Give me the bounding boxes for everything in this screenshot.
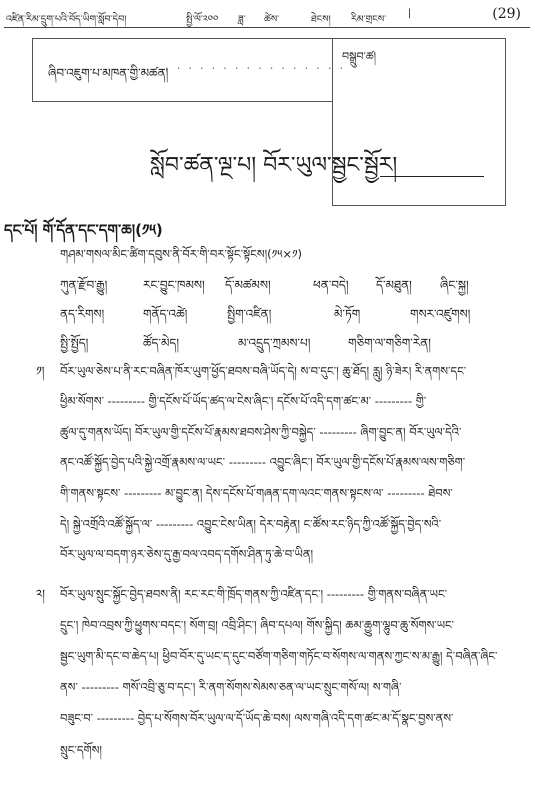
passage-line: གི་གནས་སྟངས་ --------- མ་བྱུང་ན། དེས་དངོས་པོ་གཞན་དག་ལའང་གནས་སྟངས་ལ་ --------- ཐེབས་ (60, 486, 453, 500)
word-bank-item: ཀུན་རྫོབ་རྒྱུ། (60, 278, 108, 292)
word-bank-item: སྤྱིག་འཛིན། (227, 307, 272, 321)
page-header (6, 6, 529, 24)
header-book-title: འཛིན་རིམ་དྲུག་པའི་བོད་ཡིག་སློབ་དེབ། (6, 14, 127, 25)
question-number: ༢། (36, 587, 45, 601)
passage-line: སྦྱང་ཡུག་མི་དང་བ་ཆེད་པ། ཕྱིབ་བོར་དུ་ཡང་ད་དུང་བཙོག་གཅིག་གཏོང་བ་སོགས་ལ་གནས་ཀྱང་ས་མ་རྒྱུ། དེ་བཞིན་ཞིང་ (60, 649, 498, 663)
passage-line: བོར་ཡུལ་སྲུང་སྐྱོང་བྱེད་ཐབས་ནི། རང་རང་གི་ཁྲོད་གནས་ཀྱི་འཛིན་དང་། --------- གྱི་གནས་བཞིན་ཡང་ (60, 587, 448, 601)
passage-line: དེ། སྐྱེ་འགྲོའི་འཚོ་སྐྱོད་ལ་ --------- འབྱུང་ངེས་ཡིན། དེར་བརྟེན། ང་ཚོས་རང་ཉིད་ཀྱི་འཚོ་སྐྱོད་བྱེད་སའི་ (60, 517, 442, 531)
name-field[interactable]: . . . . . . . . . . . . . . . . (165, 58, 346, 72)
section-heading: དང་པོ། གོ་དོན་དང་དག་ཆ།(༡༥) (4, 221, 163, 239)
header-day: ཚེས་ (264, 14, 280, 25)
word-bank-item: ཞིང་སྐྱ། (440, 278, 469, 292)
word-bank-item: རང་བྱུང་ཁམས། (143, 278, 205, 292)
word-bank-item: མེ་ཏོག (334, 307, 361, 321)
word-bank-item: གཅིག་ལ་གཅིག་རེན། (348, 336, 431, 350)
word-bank-item: ཕན་བདེ། (313, 278, 349, 292)
passage-line: སྲུང་དགོས། (60, 743, 102, 757)
score-label: བསྒྲུབ་ཚ། (342, 50, 377, 63)
page-number: (29) (492, 6, 521, 22)
passage-line: བོར་ཡུལ་ཅེས་པ་ནི་རང་བཞིན་ཁོར་ཡུག་ཕྱོད་ཐབས་བཞི་ཡོད་དེ། ས་བ་དུང་། ཆུ་ཐོད། རླུ། ཉི་ཟེར། རི་ནགས་དང་ (60, 364, 467, 378)
word-bank-item: དོ་མཐུན། (376, 278, 412, 292)
lesson-title: སློབ་ཚན་ལྔ་པ། བོར་ཡུལ་སྦྱང་སྦྱོར། (150, 153, 398, 178)
passage-line: ནང་འཚོ་སྐྱོད་བྱེད་པའི་སྐྱེ་འགྲོ་རྣམས་ལ་ཡང་ --------- འབྱུང་ཞིང་། བོར་ཡུལ་གྱི་དངོས་པོ་རྣམས་ལས་གཅིག་ (60, 455, 466, 469)
word-bank-item: ཚོད་མེད། (143, 336, 180, 350)
header-separator: | (408, 8, 412, 19)
passage-line: ནས་ --------- གསོ་འབྲི་ཅུ་བ་དང་། རི་ནག་སོགས་སེམས་ཅན་ལ་ཡང་སྲུང་གསོ་ལ། ས་གཞི་ (60, 680, 402, 694)
header-sequence: རིམ་གྲངས་ (351, 14, 387, 25)
word-bank-item: གནོད་འཚེ། (143, 307, 188, 321)
passage-line: དྲུང་། ཁེབ་འབྲས་ཀྱི་ཕྱུགས་བདང་། སོག་བྲ། འབྲི་ཤིང་། ཞིབ་དཔལ། གོས་སྐྱིད། ཆམ་ཆྱུག་ལྷུབ་ཆུ་སོགས་ཡང་ (60, 618, 455, 632)
word-bank-item: དོ་མཚམས། (225, 278, 271, 292)
word-bank-item: གསར་འཛུགས། (410, 307, 471, 321)
header-rule (4, 27, 530, 28)
passage-line: ཕྱིམ་སོགས་ --------- གྱི་དངོས་པོ་ཡོད་ཚད་ལ་ངེས་ཞིང་། དངོས་པོ་འདི་དག་ཚང་མ་ --------- གྱི་ (60, 394, 427, 408)
word-bank-item: མ་འདྲུད་ཀྲམས་པ། (238, 336, 311, 350)
passage-line: བོར་ཡུལ་ལ་བདག་ཉར་ཅེས་དུ་རྒྱ་བལ་འབད་དགོས་ཤིན་ཏུ་ཆེ་བ་ཡིན། (60, 547, 314, 561)
word-bank-item: ནད་རིགས། (60, 307, 105, 321)
section-instruction: གཤམ་གསལ་མིང་ཚིག་དབུས་ནི་བོར་གི་བར་སྟོང་སྟོངས།(༡༥×༡) (60, 247, 303, 261)
header-session: ཐེངས། (311, 14, 331, 25)
header-year: སྤྱི་ལོ་༢༠༠ (186, 14, 219, 25)
header-month: ཟླ་ (238, 14, 246, 25)
name-label: ཞིབ་འཇུག་པ་མཁན་གྱི་མཚན། (48, 66, 169, 80)
word-bank-item: སྤྱི་སྤྱོད། (60, 336, 89, 350)
passage-line: ཚུལ་དུ་གནས་ཡོད། བོར་ཡུལ་གྱི་དངོས་པོ་རྣམས་ཐབས་ཤེས་ཀྱི་བསྐྱེད་ --------- ཞིག་བྱུང་ན། བོར་ཡུལ་དེའི་ (60, 425, 462, 439)
question-number: ༡། (36, 364, 45, 378)
passage-line: བཟུང་བ་ --------- བྱེད་པ་སོགས་བོར་ཡུལ་ལ་དོ་ཡོད་ཆེ་བས། ལས་གཞི་འདི་དག་ཚང་མ་དོ་སྣང་བྱས་ནས་ (60, 711, 454, 725)
